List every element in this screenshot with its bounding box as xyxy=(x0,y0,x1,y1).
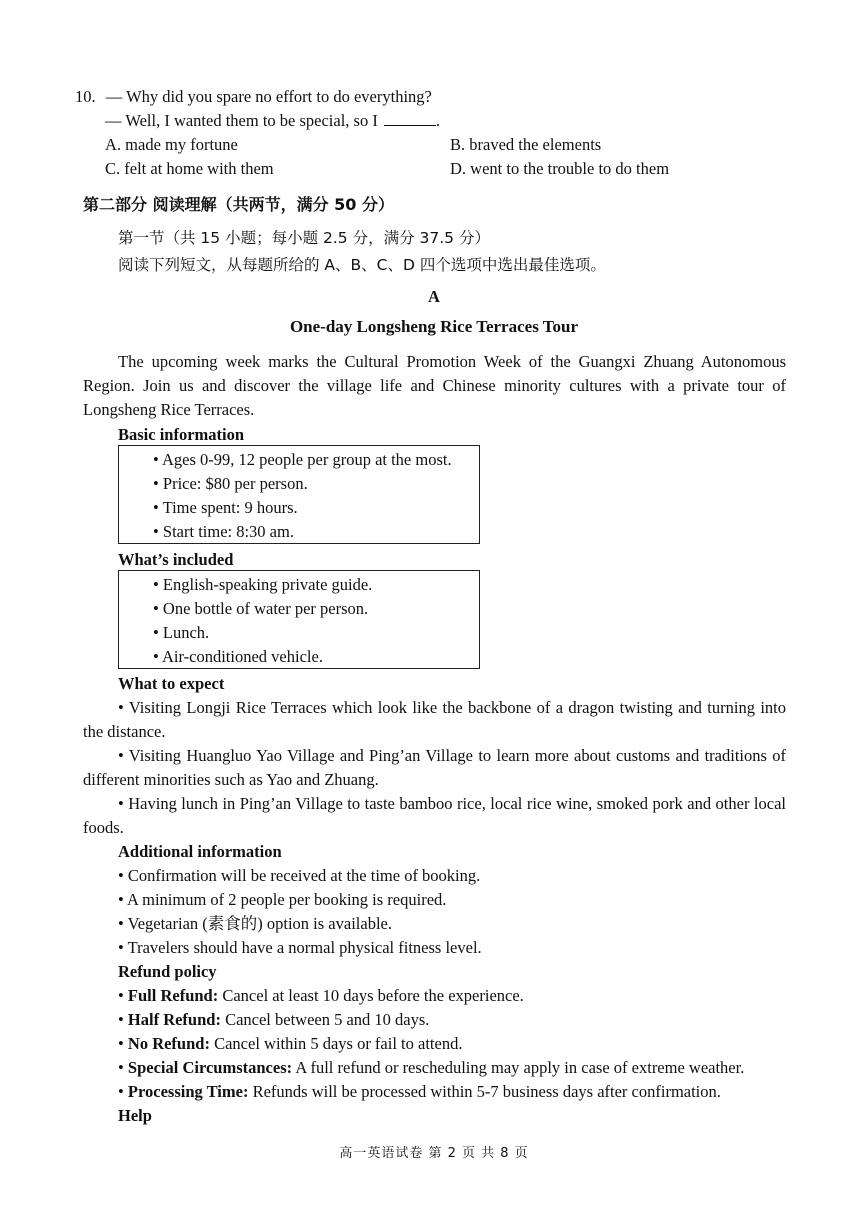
additional-item: • Travelers should have a normal physical fitness level. xyxy=(118,938,482,957)
question-10 xyxy=(75,85,432,109)
refund-item: • Half Refund: Cancel between 5 and 10 days. xyxy=(118,1010,430,1029)
additional-item: • Vegetarian (素食的) option is available. xyxy=(118,914,392,933)
answer-blank xyxy=(384,109,436,126)
refund-item: • Processing Time: Refunds will be processed within 5-7 business days after confirmation. xyxy=(118,1082,721,1101)
additional-heading: Additional information xyxy=(118,842,282,861)
included-box xyxy=(118,570,480,669)
included-heading: What’s included xyxy=(118,550,234,569)
refund-label: Full Refund: xyxy=(127,986,219,1005)
question-number: 10. xyxy=(75,87,96,106)
option-c: C. felt at home with them xyxy=(105,159,274,178)
refund-label: Special Circumstances: xyxy=(127,1058,293,1077)
section1-title: 第一节（共 15 小题；每小题 2.5 分，满分 37.5 分） xyxy=(118,229,490,247)
section1-instruction: 阅读下列短文，从每题所给的 A、B、C、D 四个选项中选出最佳选项。 xyxy=(118,256,606,274)
expect-item: • Visiting Longji Rice Terraces which look like the backbone of a dragon twisting and turning into the distance. xyxy=(83,698,786,741)
question-line-2: — Well, I wanted them to be special, so I xyxy=(105,111,378,130)
option-d: D. went to the trouble to do them xyxy=(450,159,670,178)
option-b: B. braved the elements xyxy=(450,135,602,154)
refund-text: A full refund or rescheduling may apply in case of extreme weather. xyxy=(292,1058,745,1077)
additional-item: • Confirmation will be received at the time of booking. xyxy=(118,866,481,885)
refund-item: • Special Circumstances: A full refund or rescheduling may apply in case of extreme weather. xyxy=(118,1058,745,1077)
included-item: • English-speaking private guide. xyxy=(153,575,373,594)
expect-item: • Having lunch in Ping’an Village to taste bamboo rice, local rice wine, smoked pork and other local foods. xyxy=(83,794,786,837)
passage-intro: The upcoming week marks the Cultural Promotion Week of the Guangxi Zhuang Autonomous Region. Join us and discover the village life and Chinese minority cultures with a private tour of Longsheng Rice Terraces. xyxy=(83,352,786,419)
additional-item: • A minimum of 2 people per booking is required. xyxy=(118,890,447,909)
refund-label: No Refund: xyxy=(127,1034,210,1053)
passage-title: One-day Longsheng Rice Terraces Tour xyxy=(289,317,579,336)
expect-item: • Visiting Huangluo Yao Village and Ping’an Village to learn more about customs and traditions of different minorities such as Yao and Zhuang. xyxy=(83,746,786,789)
basic-item: • Price: $80 per person. xyxy=(153,474,308,493)
refund-text: Refunds will be processed within 5-7 business days after confirmation. xyxy=(248,1082,721,1101)
basic-info-box xyxy=(118,445,480,544)
refund-label: Half Refund: xyxy=(127,1010,221,1029)
refund-label: Processing Time: xyxy=(127,1082,249,1101)
refund-text: Cancel between 5 and 10 days. xyxy=(220,1010,430,1029)
included-item: • Lunch. xyxy=(153,623,210,642)
refund-item: • No Refund: Cancel within 5 days or fail to attend. xyxy=(118,1034,463,1053)
passage-letter: A xyxy=(428,287,440,306)
page-footer: 高一英语试卷 第 2 页 共 8 页 xyxy=(339,1146,529,1161)
basic-heading: Basic information xyxy=(118,425,245,444)
refund-text: Cancel at least 10 days before the experience. xyxy=(218,986,524,1005)
basic-item: • Start time: 8:30 am. xyxy=(153,522,294,541)
question-line-1: — Why did you spare no effort to do everything? xyxy=(105,87,432,106)
help-heading: Help xyxy=(118,1106,152,1125)
question-line-2-end: . xyxy=(435,111,440,130)
question-line-2-row xyxy=(105,109,440,133)
included-item: • One bottle of water per person. xyxy=(153,599,369,618)
refund-text: Cancel within 5 days or fail to attend. xyxy=(209,1034,463,1053)
part2-title: 第二部分 阅读理解（共两节，满分 50 分） xyxy=(83,195,394,214)
included-item: • Air-conditioned vehicle. xyxy=(153,647,323,666)
basic-item: • Ages 0-99, 12 people per group at the most. xyxy=(153,450,452,469)
refund-item: • Full Refund: Cancel at least 10 days before the experience. xyxy=(118,986,524,1005)
option-a: A. made my fortune xyxy=(105,135,238,154)
refund-heading: Refund policy xyxy=(118,962,217,981)
expect-heading: What to expect xyxy=(118,674,225,693)
basic-item: • Time spent: 9 hours. xyxy=(153,498,298,517)
